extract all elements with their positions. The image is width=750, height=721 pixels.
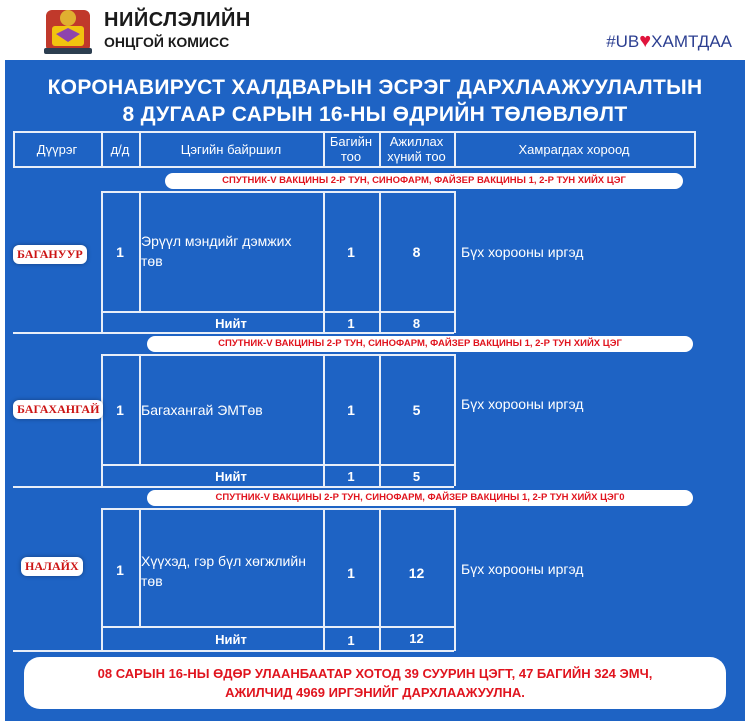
header-teams-line1: Багийн (329, 134, 373, 149)
row-line (101, 464, 454, 466)
row-line (101, 354, 454, 356)
divider (694, 131, 696, 168)
coverage-cell: Бүх хорооны иргэд (461, 561, 584, 577)
total-teams: 1 (347, 316, 355, 331)
row-line (101, 191, 454, 193)
total-label: Нийт (215, 632, 247, 647)
table-top-line (13, 131, 696, 133)
coverage-cell: Бүх хорооны иргэд (461, 396, 584, 412)
workers-cell: 8 (412, 244, 421, 260)
district-badge: БАГАНУУР (13, 245, 87, 264)
row-line (101, 626, 454, 628)
section-line (13, 486, 454, 488)
row-no: 1 (116, 244, 124, 260)
workers-cell: 5 (412, 402, 421, 418)
hashtag-suffix: ХАМТДАА (651, 32, 732, 51)
divider (454, 354, 456, 486)
divider (454, 191, 456, 333)
footer-line1: 08 САРЫН 16-НЫ ӨДӨР УЛААНБААТАР ХОТОД 39 СУУРИН ЦЭГТ, 47 БАГИЙН 324 ЭМЧ, (97, 666, 653, 681)
summary-footer (24, 657, 726, 709)
divider (454, 508, 456, 651)
header-district: Дүүрэг (36, 142, 78, 157)
page-title-line2: 8 ДУГААР САРЫН 16-НЫ ӨДРИЙН ТӨЛӨВЛӨЛТ (122, 103, 628, 126)
header (0, 0, 750, 60)
teams-cell: 1 (347, 565, 355, 581)
total-label: Нийт (215, 316, 247, 331)
total-workers: 8 (412, 316, 421, 331)
location-cell: Хүүхэд, гэр бүл хөгжлийн төв (141, 553, 306, 589)
footer-line2: АЖИЛЧИД 4969 ИРГЭНИЙГ ДАРХЛААЖУУЛНА. (225, 685, 525, 700)
coverage-cell: Бүх хорооны иргэд (461, 244, 584, 260)
org-name-line2: ОНЦГОЙ КОМИСС (104, 34, 230, 50)
hashtag (606, 30, 732, 53)
header-teams-line2: тоо (340, 149, 362, 164)
section-line (13, 332, 454, 334)
location-cell: Багахангай ЭМТөв (141, 402, 263, 418)
header-bottom-line (13, 166, 696, 168)
divider (101, 354, 103, 486)
district-badge: НАЛАЙХ (21, 557, 83, 576)
row-line (101, 311, 454, 313)
teams-cell: 1 (347, 402, 355, 418)
total-teams: 1 (347, 469, 355, 484)
section-line (13, 650, 454, 652)
header-no: д/д (110, 142, 130, 157)
header-location: Цэгийн байршил (180, 142, 282, 157)
plan-panel (5, 60, 745, 721)
hashtag-prefix: #UB (606, 32, 640, 51)
divider (101, 508, 103, 651)
teams-cell: 1 (347, 244, 355, 260)
page-title-line1: КОРОНАВИРУСТ ХАЛДВАРЫН ЭСРЭГ ДАРХЛААЖУУЛАЛТЫН (47, 76, 703, 99)
location-cell: Эрүүл мэндийг дэмжих төв (141, 233, 292, 269)
header-workers-line2: хүний тоо (387, 149, 446, 164)
header-workers (379, 134, 454, 164)
heart-icon: ♥ (639, 30, 652, 52)
header-workers-line1: Ажиллах (389, 134, 444, 149)
row-no: 1 (116, 562, 124, 578)
total-workers: 5 (412, 469, 421, 484)
total-teams: 1 (347, 633, 355, 648)
district-badge: БАГАХАНГАЙ (13, 400, 103, 419)
total-label: Нийт (215, 469, 247, 484)
vaccine-banner: СПУТНИК-V ВАКЦИНЫ 2-Р ТУН, СИНОФАРМ, ФАЙЗЕР ВАКЦИНЫ 1, 2-Р ТУН ХИЙХ ЦЭГ (165, 173, 683, 189)
workers-cell: 12 (408, 565, 425, 581)
vaccine-banner: СПУТНИК-V ВАКЦИНЫ 2-Р ТУН, СИНОФАРМ, ФАЙЗЕР ВАКЦИНЫ 1, 2-Р ТУН ХИЙХ ЦЭГ (147, 336, 693, 352)
header-coverage: Хамрагдах хороод (518, 142, 630, 157)
header-teams (323, 134, 379, 164)
org-name-line1: НИЙСЛЭЛИЙН (104, 9, 251, 31)
row-no: 1 (116, 402, 124, 418)
vaccine-banner: СПУТНИК-V ВАКЦИНЫ 2-Р ТУН, СИНОФАРМ, ФАЙЗЕР ВАКЦИНЫ 1, 2-Р ТУН ХИЙХ ЦЭГ0 (147, 490, 693, 506)
divider (323, 354, 325, 486)
total-workers: 12 (409, 631, 424, 646)
row-line (101, 508, 454, 510)
divider (379, 354, 381, 486)
emblem-icon (40, 4, 96, 56)
